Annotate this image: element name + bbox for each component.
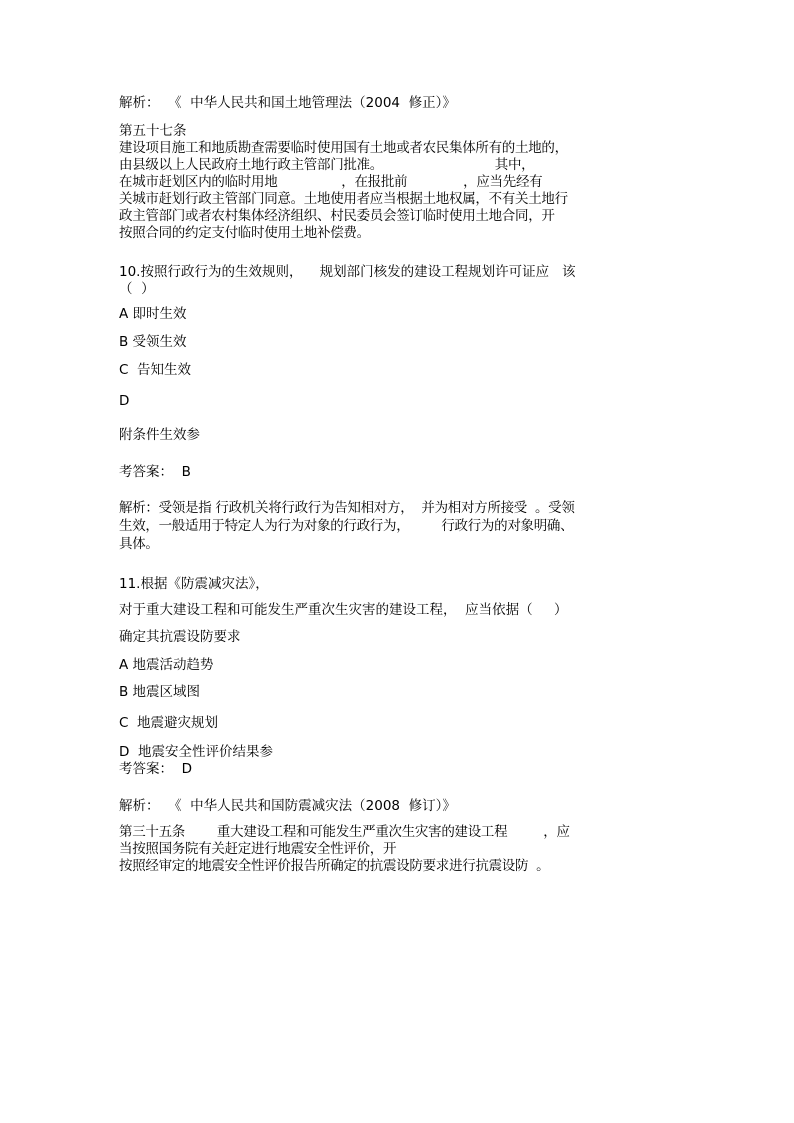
- q11-option-d: D 地震安全性评价结果参: [119, 744, 273, 760]
- q11-explanation-line-3: 按照经审定的地震安全性评价报告所确定的抗震设防要求进行抗震设防 。: [119, 858, 550, 874]
- q11-answer: 考答案： D: [119, 761, 192, 777]
- q10-option-c: C 告知生效: [119, 362, 192, 378]
- q11-explanation-header: 解析： 《 中华人民共和国防震减灾法（2008 修订）》: [119, 798, 456, 814]
- q10-answer: 考答案： B: [119, 464, 191, 480]
- q10-question: 10.按照行政行为的生效规则， 规划部门核发的建设工程规划许可证应 该: [119, 264, 576, 280]
- q9-body-line-6: 按照合同的约定支付临时使用土地补偿费。: [119, 225, 370, 241]
- q9-body-line-1: 建设项目施工和地质勘查需要临时使用国有土地或者农民集体所有的土地的，: [119, 140, 568, 156]
- q11-option-c: C 地震避灾规划: [119, 715, 219, 731]
- q11-option-a: A 地震活动趋势: [119, 657, 214, 673]
- q11-question-line-1: 11.根据《防震减灾法》，: [119, 576, 269, 592]
- q11-question-line-3: 确定其抗震设防要求: [119, 629, 241, 645]
- q10-explanation-line-3: 具体。: [119, 536, 159, 552]
- q9-body-line-3: 在城市赶划区内的临时用地 ，在报批前 ，应当先经有: [119, 174, 543, 190]
- q10-option-b: B 受领生效: [119, 334, 187, 350]
- q11-explanation-line-1: 第三十五条 重大建设工程和可能发生严重次生灾害的建设工程 ，应: [119, 824, 570, 840]
- q10-option-a: A 即时生效: [119, 306, 187, 322]
- q9-body-line-5: 政主管部门或者农村集体经济组织、村民委员会签订临时使用土地合同，开: [119, 208, 555, 224]
- q10-explanation-line-2: 生效，一般适用于特定人为行为对象的行政行为， 行政行为的对象明确、: [119, 518, 574, 534]
- q10-explanation-line-1: 解析：受领是指 行政机关将行政行为告知相对方， 并为相对方所接受 。受领: [119, 500, 575, 516]
- q11-question-line-2: 对于重大建设工程和可能发生严重次生灾害的建设工程， 应当依据（ ）: [119, 602, 568, 618]
- q11-explanation-line-2: 当按照国务院有关赶定进行地震安全性评价，开: [119, 841, 397, 857]
- q9-body-line-4: 关城市赶划行政主管部门同意。土地使用者应当根据土地权属，不有关土地行: [119, 191, 568, 207]
- q9-article-title: 第五十七条: [119, 123, 187, 139]
- q9-explanation-header: 解析： 《 中华人民共和国土地管理法（2004 修正）》: [119, 95, 456, 111]
- q9-body-line-2: 由县级以上人民政府土地行政主管部门批准。 其中，: [119, 157, 535, 173]
- q10-blank: （ ）: [119, 281, 155, 297]
- q10-option-d: D: [119, 393, 130, 409]
- q11-option-b: B 地震区域图: [119, 684, 201, 700]
- q10-option-d-text: 附条件生效参: [119, 427, 200, 443]
